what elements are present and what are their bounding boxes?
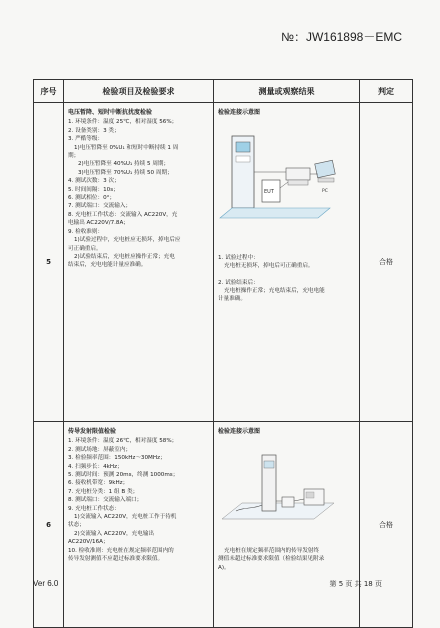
header-result: 测量或观察结果 (214, 80, 360, 103)
header-no: 序号 (34, 80, 64, 103)
conducted-emission-diagram (218, 441, 354, 533)
judgement-cell: 合格 (360, 103, 413, 422)
item-title: 电压暂降、短时中断抗扰度检验 (68, 109, 153, 116)
item-line: 9. 充电桩工作状态： (68, 505, 120, 512)
item-line: 1. 环境条件：温度 25℃，相对湿度 56%； (68, 119, 178, 126)
dips-test-diagram (218, 122, 354, 232)
pc-label: PC (322, 189, 328, 195)
item-line: 2)交流输入 AC220V，充电输出 (74, 530, 155, 537)
item-line: 3. 严酷等级： (68, 136, 104, 143)
item-line: 2. 测试场地：屏蔽室内； (68, 446, 132, 453)
table-row (34, 422, 413, 628)
item-line: AC220V/16A； (68, 539, 109, 546)
item-line: 1)电压暂降至 0%U₁ 和短时中断持续 1 周 (74, 144, 179, 151)
item-line: 可正确重启。 (68, 245, 102, 252)
item-line: 2)试验结束后，充电桩应操作正常；充电 (74, 253, 175, 260)
result-text (218, 547, 355, 572)
item-title: 传导发射限值检验 (68, 428, 117, 435)
item-line: 8. 充电桩工作状态：交流输入 AC220V，充 (68, 211, 178, 218)
result-line: 测值未超过标准要求限值（检验结果见附录 (218, 556, 325, 563)
item-line: 传导发射测值不应超过标准要求限值。 (68, 556, 164, 563)
item-cell (64, 103, 214, 422)
result-cell (214, 103, 360, 422)
result-line: 2. 试验结束后： (218, 279, 259, 286)
item-line: 7. 充电桩分类：1 组 B 类； (68, 488, 139, 495)
item-line: 2. 设备类别：3 类； (68, 127, 120, 134)
result-line: 充电桩无损坏，掉电后可正确重启。 (224, 263, 314, 270)
item-line: 6. 接收机带宽：9kHz； (68, 480, 129, 487)
row-number: 5 (34, 103, 64, 422)
item-line: 1. 环境条件：温度 26℃，相对湿度 58%； (68, 438, 178, 445)
item-line: 4. 扫频步长：4kHz； (68, 463, 123, 470)
document-number: №：JW161898－EMC (281, 30, 402, 44)
item-line: 3)电压暂降至 70%U₁ 持续 50 周期； (78, 169, 173, 176)
inspection-table (33, 79, 413, 628)
table-row (34, 103, 413, 422)
result-title: 检验连接示意图 (218, 109, 261, 116)
item-line: 5. 时间间隔：10s； (68, 186, 119, 193)
result-line: 1. 试验过程中： (218, 254, 259, 261)
item-line: 10. 检收准则：充电桩在规定频率范围内的 (68, 547, 174, 554)
header-item: 检验项目及检验要求 (64, 80, 214, 103)
eut-label: EUT (264, 189, 274, 196)
item-line: 3. 检验频率范围：150kHz～30MHz； (68, 455, 166, 462)
table-header-row (34, 80, 413, 103)
row-number: 6 (34, 422, 64, 628)
item-line: 4. 测试次数：3 次； (68, 178, 120, 185)
page-number: 第 5 页 共 18 页 (329, 580, 382, 588)
item-cell (64, 422, 214, 628)
item-line: 状态； (68, 522, 85, 529)
result-line: A)。 (218, 564, 230, 571)
item-line: 8. 测试端口：交流输入端口； (68, 497, 143, 504)
result-title: 检验连接示意图 (218, 428, 261, 435)
result-line: 计量准确。 (218, 296, 246, 303)
header-judgement: 判定 (360, 80, 413, 103)
result-text (218, 254, 355, 304)
item-line: 1)试验过程中，充电桩应无损坏，掉电后应 (74, 237, 181, 244)
result-line: 充电桩在规定频率范围内的传导发射终 (224, 547, 320, 554)
version-label: Ver 6.0 (33, 579, 59, 588)
result-line (218, 271, 355, 279)
result-line: 充电桩操作正常；充电结束后，充电电能 (224, 288, 325, 295)
result-cell (214, 422, 360, 628)
item-line: 2)电压暂降至 40%U₁ 持续 5 周期； (78, 161, 170, 168)
judgement-cell: 合格 (360, 422, 413, 628)
item-line: 6. 测试相位：0°； (68, 195, 116, 202)
item-line: 7. 测试端口：交流输入； (68, 203, 132, 210)
item-line: 9. 检收准则： (68, 228, 104, 235)
item-line: 结束后，充电电能计量应准确。 (68, 262, 147, 269)
item-line: 1)交流输入 AC220V，充电桩工作于待机 (74, 514, 177, 521)
item-line: 期； (68, 153, 80, 160)
item-line: 5. 测试时间：预测 20ms，终测 1000ms； (68, 472, 179, 479)
item-line: 电输出 AC220V/7.8A； (68, 220, 129, 227)
